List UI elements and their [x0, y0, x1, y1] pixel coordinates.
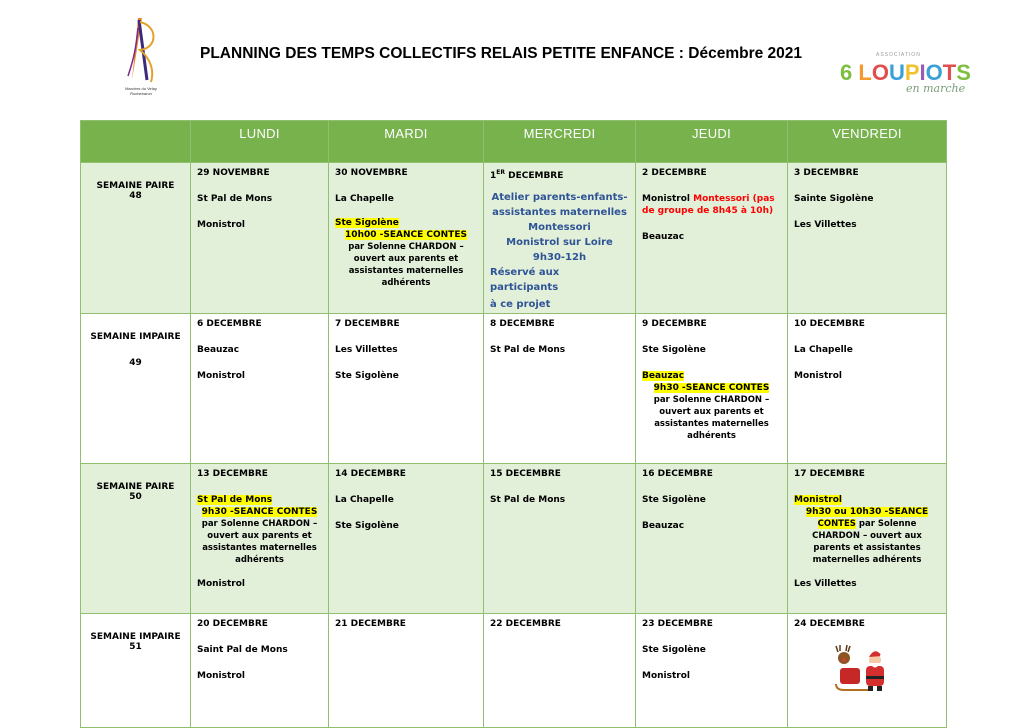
session-description: par Solenne CHARDON – ouvert aux parents et assistantes maternelles adhérents	[653, 395, 770, 441]
session-description: CONTES par Solenne CHARDON – ouvert aux parents et assistantes maternelles adhérents	[812, 519, 922, 565]
cell-date: 10 DECEMBRE	[794, 319, 865, 329]
day-cell	[484, 614, 636, 728]
highlighted-place: St Pal de Mons	[197, 495, 273, 505]
loupiots-logo	[840, 52, 980, 100]
cell-place: La Chapelle	[335, 495, 394, 505]
cell-date: 13 DECEMBRE	[197, 469, 268, 479]
table-header-row	[81, 121, 947, 163]
day-cell	[191, 464, 329, 614]
highlighted-session: 9h30 ou 10h30 -SEANCE	[805, 507, 929, 517]
cell-date: 16 DECEMBRE	[642, 469, 713, 479]
header-corner	[81, 121, 191, 163]
week-label: SEMAINE IMPAIRE	[90, 632, 181, 642]
day-cell	[484, 163, 636, 314]
cell-date: 17 DECEMBRE	[794, 469, 865, 479]
cell-place: Beauzac	[642, 232, 685, 242]
cell-place: Les Villettes	[794, 579, 857, 589]
cell-date: 20 DECEMBRE	[197, 619, 268, 629]
logo-assoc-label: ASSOCIATION	[876, 52, 921, 58]
day-cell	[636, 163, 788, 314]
day-cell	[788, 614, 947, 728]
session-description: par Solenne CHARDON – ouvert aux parents et assistantes maternelles adhérents	[201, 519, 318, 565]
cell-date: 1ER DECEMBRE	[490, 169, 564, 181]
logo-caption: Marches du Velay Rochebaron	[125, 86, 157, 96]
day-cell	[636, 464, 788, 614]
week-label-cell	[81, 314, 191, 464]
cell-place: St Pal de Mons	[490, 495, 566, 505]
cell-place: Les Villettes	[794, 220, 857, 230]
day-header: MARDI	[329, 121, 484, 163]
cell-date: 29 NOVEMBRE	[197, 168, 270, 178]
cell-date: 9 DECEMBRE	[642, 319, 707, 329]
week-number: 50	[129, 492, 142, 502]
week-number: 51	[129, 642, 142, 652]
highlighted-place: Monistrol	[794, 495, 842, 505]
day-cell	[329, 314, 484, 464]
day-header: VENDREDI	[788, 121, 947, 163]
cell-date: 24 DECEMBRE	[794, 619, 865, 629]
day-cell	[788, 314, 947, 464]
day-cell	[484, 314, 636, 464]
session-description: par Solenne CHARDON – ouvert aux parents et assistantes maternelles adhérents	[348, 242, 464, 288]
day-cell	[329, 163, 484, 314]
page-title: PLANNING DES TEMPS COLLECTIFS RELAIS PETITE ENFANCE : Décembre 2021	[200, 45, 803, 62]
cell-place: Monistrol	[197, 671, 245, 681]
cell-place: Ste Sigolène	[335, 521, 399, 531]
day-cell	[788, 163, 947, 314]
table-row	[81, 464, 947, 614]
cell-place: St Pal de Mons	[490, 345, 566, 355]
week-label-cell	[81, 464, 191, 614]
cell-date: 3 DECEMBRE	[794, 168, 859, 178]
planning-table	[80, 120, 947, 728]
week-label: SEMAINE IMPAIRE	[90, 332, 181, 342]
cell-place: Sainte Sigolène	[794, 194, 874, 204]
highlighted-place: Beauzac	[642, 371, 685, 381]
cell-place: Ste Sigolène	[642, 345, 706, 355]
cell-date: 23 DECEMBRE	[642, 619, 713, 629]
cell-place: La Chapelle	[794, 345, 853, 355]
day-header: LUNDI	[191, 121, 329, 163]
cell-place: Les Villettes	[335, 345, 398, 355]
cell-date: 6 DECEMBRE	[197, 319, 262, 329]
cell-place: Monistrol	[794, 371, 842, 381]
table-row	[81, 163, 947, 314]
cell-date: 14 DECEMBRE	[335, 469, 406, 479]
montessori-note: Monistrol Montessori (pas de groupe de 8h45 à 10h)	[642, 194, 775, 216]
day-cell	[191, 163, 329, 314]
cell-place: Monistrol	[197, 371, 245, 381]
day-cell	[191, 314, 329, 464]
cell-place: Monistrol	[197, 220, 245, 230]
day-cell	[329, 614, 484, 728]
day-header: MERCREDI	[484, 121, 636, 163]
table-row	[81, 614, 947, 728]
week-number: 49	[129, 358, 142, 368]
cell-place: Ste Sigolène	[335, 371, 399, 381]
cell-place: Ste Sigolène	[642, 645, 706, 655]
relais-logo-icon	[118, 8, 162, 94]
day-cell	[191, 614, 329, 728]
day-header: JEUDI	[636, 121, 788, 163]
table-row	[81, 314, 947, 464]
cell-place: Monistrol	[642, 671, 690, 681]
cell-date: 7 DECEMBRE	[335, 319, 400, 329]
week-label-cell	[81, 163, 191, 314]
cell-place: Beauzac	[642, 521, 685, 531]
logo-name-text: 6 LOUPIOTS	[840, 60, 971, 85]
week-label-cell	[81, 614, 191, 728]
cell-place: Beauzac	[197, 345, 240, 355]
cell-date: 30 NOVEMBRE	[335, 168, 408, 178]
day-cell	[329, 464, 484, 614]
cell-place: Ste Sigolène	[642, 495, 706, 505]
logo-subtitle: en marche	[906, 82, 966, 95]
highlighted-session: 9h30 -SEANCE CONTES	[201, 507, 318, 517]
week-number: 48	[129, 191, 142, 201]
cell-place: Saint Pal de Mons	[197, 645, 288, 655]
day-cell	[636, 314, 788, 464]
cell-date: 21 DECEMBRE	[335, 619, 406, 629]
highlighted-session: 9h30 -SEANCE CONTES	[653, 383, 770, 393]
day-cell	[484, 464, 636, 614]
cell-date: 2 DECEMBRE	[642, 168, 707, 178]
montessori-workshop: Atelier parents-enfants- assistantes maternelles Montessori Monistrol sur Loire 9h30-12h Réservé aux participants à ce projet	[490, 192, 628, 310]
week-label: SEMAINE PAIRE	[96, 482, 175, 492]
cell-place: St Pal de Mons	[197, 194, 273, 204]
highlighted-session: 10h00 -SEANCE CONTES	[345, 230, 467, 240]
highlighted-place: Ste Sigolène	[335, 218, 399, 228]
cell-date: 15 DECEMBRE	[490, 469, 561, 479]
cell-date: 22 DECEMBRE	[490, 619, 561, 629]
day-cell	[636, 614, 788, 728]
cell-date: 8 DECEMBRE	[490, 319, 555, 329]
cell-place: Monistrol	[197, 579, 245, 589]
cell-place: La Chapelle	[335, 194, 394, 204]
santa-sleigh-icon	[832, 644, 894, 694]
day-cell	[788, 464, 947, 614]
week-label: SEMAINE PAIRE	[96, 181, 175, 191]
